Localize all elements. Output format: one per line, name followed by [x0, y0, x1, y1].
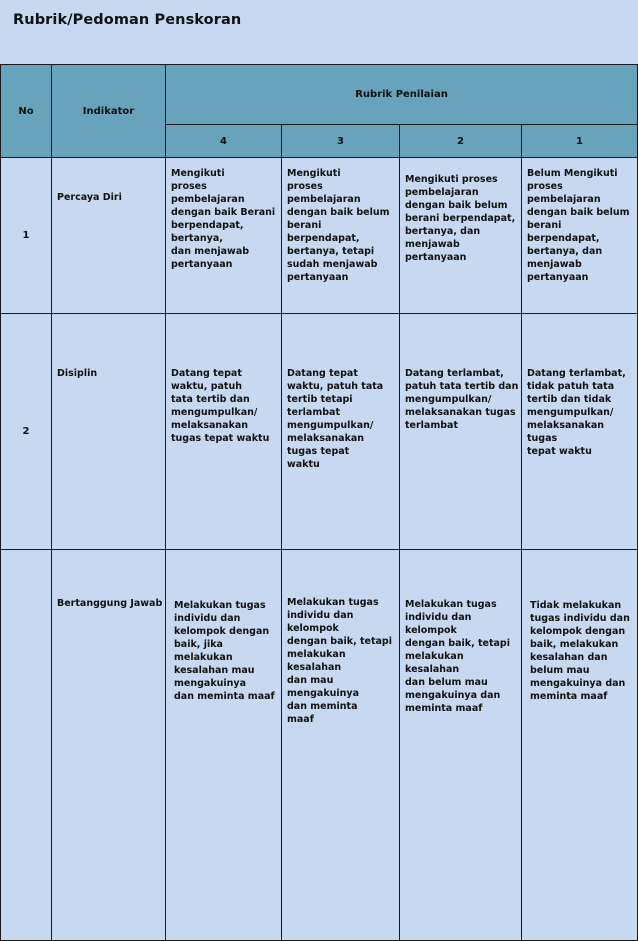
header-rubrik-penilaian: Rubrik Penilaian: [166, 65, 638, 125]
rubric-table: [0, 64, 638, 941]
indikator-cell: Percaya Diri: [52, 158, 166, 314]
header-no: No: [1, 65, 52, 158]
rubric-cell-score-2: Melakukan tugas individu dan kelompok dengan baik, tetapi melakukan kesalahan dan belum mau mengakuinya dan meminta maaf: [400, 550, 522, 941]
rubric-cell-score-3: Melakukan tugas individu dan kelompok dengan baik, tetapi melakukan kesalahan dan mau mengakuinya dan meminta maaf: [282, 550, 400, 941]
rubric-cell-score-3: Datang tepat waktu, patuh tata tertib tetapi terlambat mengumpulkan/ melaksanakan tugas tepat waktu: [282, 314, 400, 550]
rubric-cell-score-4: Melakukan tugas individu dan kelompok dengan baik, jika melakukan kesalahan mau mengakuinya dan meminta maaf: [166, 550, 282, 941]
rubric-cell-score-2: Mengikuti proses pembelajaran dengan baik belum berani berpendapat, bertanya, dan menjawab pertanyaan: [400, 158, 522, 314]
table-row: [1, 158, 638, 314]
table-row: [1, 314, 638, 550]
rubric-cell-score-1: Datang terlambat, tidak patuh tata tertib dan tidak mengumpulkan/ melaksanakan tugas tepat waktu: [522, 314, 638, 550]
header-row: [1, 65, 638, 125]
row-number: [1, 550, 52, 941]
header-score-2: 2: [400, 125, 522, 158]
rubric-cell-score-2: Datang terlambat, patuh tata tertib dan mengumpulkan/ melaksanakan tugas terlambat: [400, 314, 522, 550]
page-title: Rubrik/Pedoman Penskoran: [13, 12, 242, 28]
row-number: 1: [1, 158, 52, 314]
header-score-4: 4: [166, 125, 282, 158]
table-row: [1, 550, 638, 941]
row-number: 2: [1, 314, 52, 550]
rubric-cell-score-4: Datang tepat waktu, patuh tata tertib dan mengumpulkan/ melaksanakan tugas tepat waktu: [166, 314, 282, 550]
header-score-3: 3: [282, 125, 400, 158]
rubric-cell-score-1: Tidak melakukan tugas individu dan kelompok dengan baik, melakukan kesalahan dan belum mau mengakuinya dan meminta maaf: [522, 550, 638, 941]
indikator-cell: Disiplin: [52, 314, 166, 550]
header-score-1: 1: [522, 125, 638, 158]
header-indikator: Indikator: [52, 65, 166, 158]
indikator-cell: Bertanggung Jawab: [52, 550, 166, 941]
rubric-cell-score-3: Mengikuti proses pembelajaran dengan baik belum berani berpendapat, bertanya, tetapi sudah menjawab pertanyaan: [282, 158, 400, 314]
rubric-cell-score-1: Belum Mengikuti proses pembelajaran dengan baik belum berani berpendapat, bertanya, dan menjawab pertanyaan: [522, 158, 638, 314]
rubric-cell-score-4: Mengikuti proses pembelajaran dengan baik Berani berpendapat, bertanya, dan menjawab pertanyaan: [166, 158, 282, 314]
